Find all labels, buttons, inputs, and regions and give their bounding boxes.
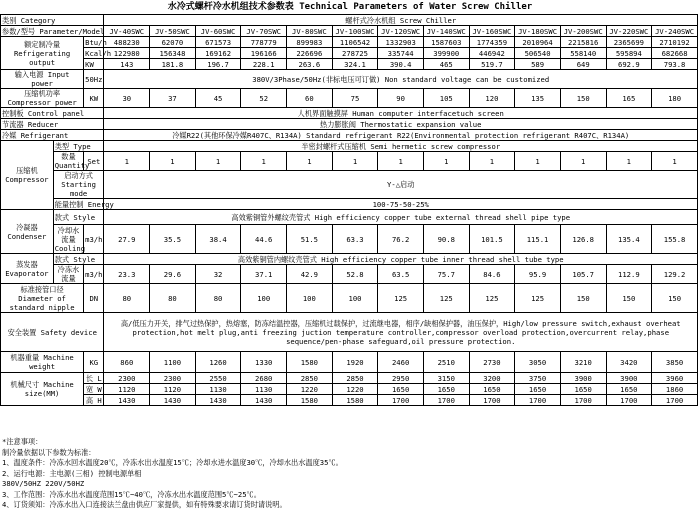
safety-label: 安全装置 Safety device — [1, 313, 104, 352]
value-cell: 519.7 — [469, 59, 515, 70]
value-cell: 44.6 — [241, 225, 287, 254]
value-cell: 23.3 — [104, 265, 150, 284]
cond-style-value: 高效紫铜管外螺纹壳管式 High efficiency copper tube external thread shell pipe type — [104, 210, 698, 225]
refrigerant-value: 冷媒R22(其他环保冷媒R407C、R134A) Standard refrigerant R22(Environmental protection refrigerant R407C、R134A) — [104, 130, 698, 141]
note-line: *注意事项： — [2, 437, 43, 446]
value-cell: 335744 — [378, 48, 424, 59]
value-cell: 90.8 — [423, 225, 469, 254]
value-cell: 105 — [423, 89, 469, 108]
value-cell: JV-60SWC — [195, 26, 241, 37]
size-row — [1, 384, 698, 395]
value-cell: 778779 — [241, 37, 287, 48]
evap-style-label: 款式 Style — [53, 254, 104, 265]
value-cell: 150 — [560, 89, 606, 108]
value-cell: 2730 — [469, 352, 515, 373]
value-cell: 3200 — [469, 373, 515, 384]
value-cell: 446942 — [469, 48, 515, 59]
category-label: 类别 Category — [1, 15, 104, 26]
value-cell: JV-220SWC — [606, 26, 652, 37]
input-power-value: 380V/3Phase/50Hz(非标电压可订做) Non standard voltage can be customized — [104, 70, 698, 89]
refrigerant-row — [1, 130, 698, 141]
value-cell: 558140 — [560, 48, 606, 59]
value-cell: 682668 — [652, 48, 698, 59]
value-cell: 1700 — [515, 395, 561, 406]
note-line: 制冷量依据以下参数为标准： — [2, 447, 96, 457]
value-cell: 465 — [423, 59, 469, 70]
value-cell: 1580 — [287, 352, 333, 373]
unit-cell: KG — [84, 352, 104, 373]
value-cell: 1 — [332, 152, 378, 171]
value-cell: 115.1 — [515, 225, 561, 254]
cooling-row — [1, 59, 698, 70]
value-cell: 156348 — [150, 48, 196, 59]
value-cell: 38.4 — [195, 225, 241, 254]
value-cell: 84.6 — [469, 265, 515, 284]
comp-type-label: 类型 Type — [53, 141, 104, 152]
value-cell: 1220 — [332, 384, 378, 395]
value-cell: 3750 — [515, 373, 561, 384]
value-cell: 196166 — [241, 48, 287, 59]
value-cell: 793.8 — [652, 59, 698, 70]
value-cell: 2365699 — [606, 37, 652, 48]
comp-qty-label: 数量 Quantity — [54, 152, 90, 170]
value-cell: 390.4 — [378, 59, 424, 70]
value-cell: 35.5 — [150, 225, 196, 254]
value-cell: 1130 — [195, 384, 241, 395]
value-cell: 1 — [469, 152, 515, 171]
unit-cell: 50Hz — [84, 70, 104, 89]
value-cell: 52.8 — [332, 265, 378, 284]
value-cell: 1106542 — [332, 37, 378, 48]
note-line: 3、工作范围：冷冻水出水温度范围15℃~40℃，冷冻水出水温度范围5℃~25℃。 — [2, 489, 261, 499]
unit-cell: KW — [84, 89, 104, 108]
value-cell: 1130 — [241, 384, 287, 395]
value-cell: 29.6 — [150, 265, 196, 284]
comp-energy-label: 能量控制 Energy — [54, 199, 114, 209]
value-cell: 1330 — [241, 352, 287, 373]
category-value: 螺杆式冷水机组 Screw Chiller — [104, 15, 698, 26]
value-cell: JV-100SWC — [332, 26, 378, 37]
input-power-row — [1, 70, 698, 89]
size-row — [1, 373, 698, 384]
value-cell: 143 — [104, 59, 150, 70]
value-cell: 196.7 — [195, 59, 241, 70]
size-label: 机械尺寸 Machine size(MM) — [1, 373, 84, 406]
value-cell: JV-180SWC — [515, 26, 561, 37]
value-cell: 1430 — [104, 395, 150, 406]
comp-energy-value: 100-75-50-25% — [104, 199, 698, 210]
value-cell: 129.2 — [652, 265, 698, 284]
value-cell: 1650 — [560, 384, 606, 395]
note-line: 4、订货须知：冷冻水出入口连接法兰盘由供应厂家提供，如有特殊要求请订货时请说明。 — [2, 500, 287, 509]
value-cell: 1860 — [652, 384, 698, 395]
unit-cell: Kcal/h — [85, 48, 112, 58]
evaporator-water-row — [1, 265, 698, 284]
unit-cell: 宽 W — [84, 384, 104, 395]
notes — [2, 437, 698, 511]
value-cell: 1580 — [287, 395, 333, 406]
value-cell: 150 — [652, 284, 698, 313]
value-cell: 1580 — [332, 395, 378, 406]
evap-water-label: 冷冻水流量 — [53, 265, 83, 284]
cond-water-label: 冷却水流量 Cooling — [54, 225, 86, 253]
model-label: 参数/型号 Parameter/Model — [2, 26, 105, 36]
unit-cell: m3/h — [84, 265, 104, 284]
value-cell: JV-200SWC — [560, 26, 606, 37]
value-cell: 2010964 — [515, 37, 561, 48]
value-cell: 2300 — [104, 373, 150, 384]
control-panel-row — [1, 108, 698, 119]
reducer-value: 热力膨胀阀 Thermostatic expansion value — [104, 119, 698, 130]
value-cell: 2510 — [423, 352, 469, 373]
evaporator-label: 蒸发器 Evaporator — [1, 254, 54, 284]
unit-cell: 高 H — [84, 395, 104, 406]
value-cell: 1700 — [423, 395, 469, 406]
sheet-title: 水冷式螺杆冷水机组技术参数表 Technical Parameters of Water Screw Chiller — [167, 2, 533, 12]
unit-cell: Btu/h — [85, 37, 107, 47]
value-cell: JV-120SWC — [378, 26, 424, 37]
value-cell: 30 — [104, 89, 150, 108]
value-cell: 76.2 — [378, 225, 424, 254]
value-cell: 3900 — [606, 373, 652, 384]
value-cell: JV-40SWC — [104, 26, 150, 37]
value-cell: 1650 — [423, 384, 469, 395]
category-row — [1, 15, 698, 26]
value-cell: 1920 — [332, 352, 378, 373]
value-cell: 228.1 — [241, 59, 287, 70]
comp-type-value: 半密封螺杆式压缩机 Semi hermetic screw compressor — [104, 141, 698, 152]
value-cell: 1 — [150, 152, 196, 171]
safety-value: 高/低压力开关，排气过热保护，热熔塞，防冻结温控器，压缩机过载保护，过流继电器，相序/缺相保护器，油压保护，High/low pressure switch,exhaust overheat protection,hot melt plug,anti freezing juction temperature controller,compressor overload protection,overcurrent relay,phase sequence/pen-phase safeguard,oil pressure protection. — [104, 313, 698, 352]
value-cell: 1430 — [241, 395, 287, 406]
size-row — [1, 395, 698, 406]
value-cell: 1 — [606, 152, 652, 171]
value-cell: 135 — [515, 89, 561, 108]
value-cell: 1650 — [606, 384, 652, 395]
value-cell: 42.9 — [287, 265, 333, 284]
value-cell: 3900 — [560, 373, 606, 384]
value-cell: 112.9 — [606, 265, 652, 284]
value-cell: 1587603 — [423, 37, 469, 48]
unit-cell: DN — [84, 284, 104, 313]
value-cell: 37 — [150, 89, 196, 108]
value-cell: 2710192 — [652, 37, 698, 48]
cooling-row — [1, 48, 698, 59]
value-cell: 649 — [560, 59, 606, 70]
value-cell: 80 — [104, 284, 150, 313]
compressor-power-row — [1, 89, 698, 108]
unit-cell: Set — [84, 152, 104, 171]
value-cell: 62070 — [150, 37, 196, 48]
control-panel-value: 人机界面触摸屏 Human computer interfacetuch screen — [104, 108, 698, 119]
reducer-label: 节流器 Reducer — [1, 119, 104, 130]
value-cell: JV-160SWC — [469, 26, 515, 37]
value-cell: 122980 — [104, 48, 150, 59]
value-cell: 101.5 — [469, 225, 515, 254]
value-cell: 125 — [469, 284, 515, 313]
value-cell: 278725 — [332, 48, 378, 59]
value-cell: 1120 — [104, 384, 150, 395]
value-cell: 1 — [515, 152, 561, 171]
compressor-qty-row — [1, 152, 698, 171]
value-cell: 125 — [378, 284, 424, 313]
spec-table — [0, 14, 698, 406]
value-cell: 671573 — [195, 37, 241, 48]
value-cell: 1650 — [469, 384, 515, 395]
value-cell: 1120 — [150, 384, 196, 395]
value-cell: 2300 — [150, 373, 196, 384]
value-cell: 1430 — [195, 395, 241, 406]
unit-cell: m3/h — [84, 225, 104, 254]
value-cell: 37.1 — [241, 265, 287, 284]
value-cell: 1 — [241, 152, 287, 171]
evap-style-value: 高效紫铜管内螺纹壳管式 High efficiency copper tube inner thread shell tube type — [104, 254, 698, 265]
value-cell: JV-80SWC — [287, 26, 333, 37]
value-cell: 506540 — [515, 48, 561, 59]
value-cell: 2460 — [378, 352, 424, 373]
value-cell: 100 — [287, 284, 333, 313]
value-cell: 125 — [423, 284, 469, 313]
condenser-style-row — [1, 210, 698, 225]
value-cell: 1 — [560, 152, 606, 171]
safety-row — [1, 313, 698, 352]
value-cell: 263.6 — [287, 59, 333, 70]
value-cell: 120 — [469, 89, 515, 108]
value-cell: 90 — [378, 89, 424, 108]
value-cell: 32 — [195, 265, 241, 284]
value-cell: 226696 — [287, 48, 333, 59]
value-cell: 860 — [104, 352, 150, 373]
value-cell: JV-50SWC — [150, 26, 196, 37]
value-cell: 75.7 — [423, 265, 469, 284]
weight-row — [1, 352, 698, 373]
value-cell: 1700 — [378, 395, 424, 406]
value-cell: 1100 — [150, 352, 196, 373]
value-cell: 2550 — [195, 373, 241, 384]
note-line: 2、运行电源：主电源(三相) 控制电源单相 — [2, 468, 142, 478]
value-cell: 95.9 — [515, 265, 561, 284]
value-cell: 1650 — [515, 384, 561, 395]
input-power-label: 输入电源 Input power — [1, 70, 84, 89]
compressor-power-label: 压缩机功率 Compressor power — [1, 89, 84, 108]
value-cell: 45 — [195, 89, 241, 108]
unit-cell: 长 L — [84, 373, 104, 384]
value-cell: 60 — [287, 89, 333, 108]
value-cell: 2680 — [241, 373, 287, 384]
value-cell: 80 — [150, 284, 196, 313]
value-cell: 3850 — [652, 352, 698, 373]
compressor-type-row — [1, 141, 698, 152]
model-row — [1, 26, 698, 37]
value-cell: 1700 — [469, 395, 515, 406]
value-cell: 105.7 — [560, 265, 606, 284]
value-cell: 165 — [606, 89, 652, 108]
value-cell: 75 — [332, 89, 378, 108]
value-cell: 1650 — [378, 384, 424, 395]
value-cell: 1220 — [287, 384, 333, 395]
value-cell: 80 — [195, 284, 241, 313]
value-cell: 1700 — [606, 395, 652, 406]
compressor-start-row — [1, 171, 698, 199]
value-cell: 100 — [241, 284, 287, 313]
value-cell: 2950 — [378, 373, 424, 384]
value-cell: 3050 — [515, 352, 561, 373]
value-cell: 595894 — [606, 48, 652, 59]
value-cell: 150 — [606, 284, 652, 313]
value-cell: 399900 — [423, 48, 469, 59]
value-cell: 3150 — [423, 373, 469, 384]
value-cell: 1 — [287, 152, 333, 171]
nipple-row — [1, 284, 698, 313]
evaporator-style-row — [1, 254, 698, 265]
value-cell: 125 — [515, 284, 561, 313]
value-cell: 51.5 — [287, 225, 333, 254]
weight-label: 机器重量 Machine weight — [1, 352, 84, 373]
value-cell: 3960 — [652, 373, 698, 384]
comp-start-label: 启动方式 Starting mode — [53, 171, 104, 199]
value-cell: 2850 — [332, 373, 378, 384]
value-cell: 488230 — [104, 37, 150, 48]
value-cell: 150 — [560, 284, 606, 313]
value-cell: 324.1 — [332, 59, 378, 70]
value-cell: JV-140SWC — [423, 26, 469, 37]
value-cell: 63.3 — [332, 225, 378, 254]
value-cell: 27.9 — [104, 225, 150, 254]
condenser-label: 冷凝器 Condenser — [1, 210, 54, 254]
value-cell: 180 — [652, 89, 698, 108]
value-cell: 100 — [332, 284, 378, 313]
note-line: 1、温度条件：冷冻水回水温度20℃，冷冻水出水温度15℃；冷却水进水温度30℃，冷却水出水温度35℃。 — [2, 458, 343, 467]
value-cell: 3420 — [606, 352, 652, 373]
value-cell: 3210 — [560, 352, 606, 373]
cond-style-label: 款式 Style — [53, 210, 104, 225]
cooling-label: 额定制冷量 Refrigerating output — [1, 37, 84, 70]
condenser-water-row — [1, 225, 698, 254]
value-cell: 1 — [423, 152, 469, 171]
value-cell: 2215816 — [560, 37, 606, 48]
value-cell: 1430 — [150, 395, 196, 406]
cooling-row — [1, 37, 698, 48]
value-cell: JV-70SWC — [241, 26, 287, 37]
value-cell: 126.8 — [560, 225, 606, 254]
value-cell: 589 — [515, 59, 561, 70]
value-cell: 52 — [241, 89, 287, 108]
unit-cell: KW — [84, 59, 104, 70]
value-cell: 1 — [378, 152, 424, 171]
nipple-label: 标准接管口径 Diameter of standard nipple — [1, 284, 84, 313]
value-cell: 1332903 — [378, 37, 424, 48]
value-cell: JV-240SWC — [652, 26, 698, 37]
value-cell: 1 — [652, 152, 698, 171]
value-cell: 692.9 — [606, 59, 652, 70]
compressor-energy-row — [1, 199, 698, 210]
value-cell: 1260 — [195, 352, 241, 373]
note-line: 380V/50HZ 220V/50HZ — [2, 479, 85, 488]
value-cell: 1 — [104, 152, 150, 171]
refrigerant-label: 冷媒 Refrigerant — [1, 130, 104, 141]
value-cell: 1 — [195, 152, 241, 171]
value-cell: 1774359 — [469, 37, 515, 48]
value-cell: 63.5 — [378, 265, 424, 284]
value-cell: 181.8 — [150, 59, 196, 70]
comp-start-value: Y-△启动 — [104, 171, 698, 199]
value-cell: 1700 — [560, 395, 606, 406]
control-panel-label: 控制板 Control panel — [1, 108, 104, 119]
reducer-row — [1, 119, 698, 130]
value-cell: 1700 — [652, 395, 698, 406]
value-cell: 2850 — [287, 373, 333, 384]
value-cell: 135.4 — [606, 225, 652, 254]
value-cell: 169162 — [195, 48, 241, 59]
value-cell: 899983 — [287, 37, 333, 48]
compressor-label: 压缩机 Compressor — [1, 141, 54, 210]
value-cell: 155.8 — [652, 225, 698, 254]
